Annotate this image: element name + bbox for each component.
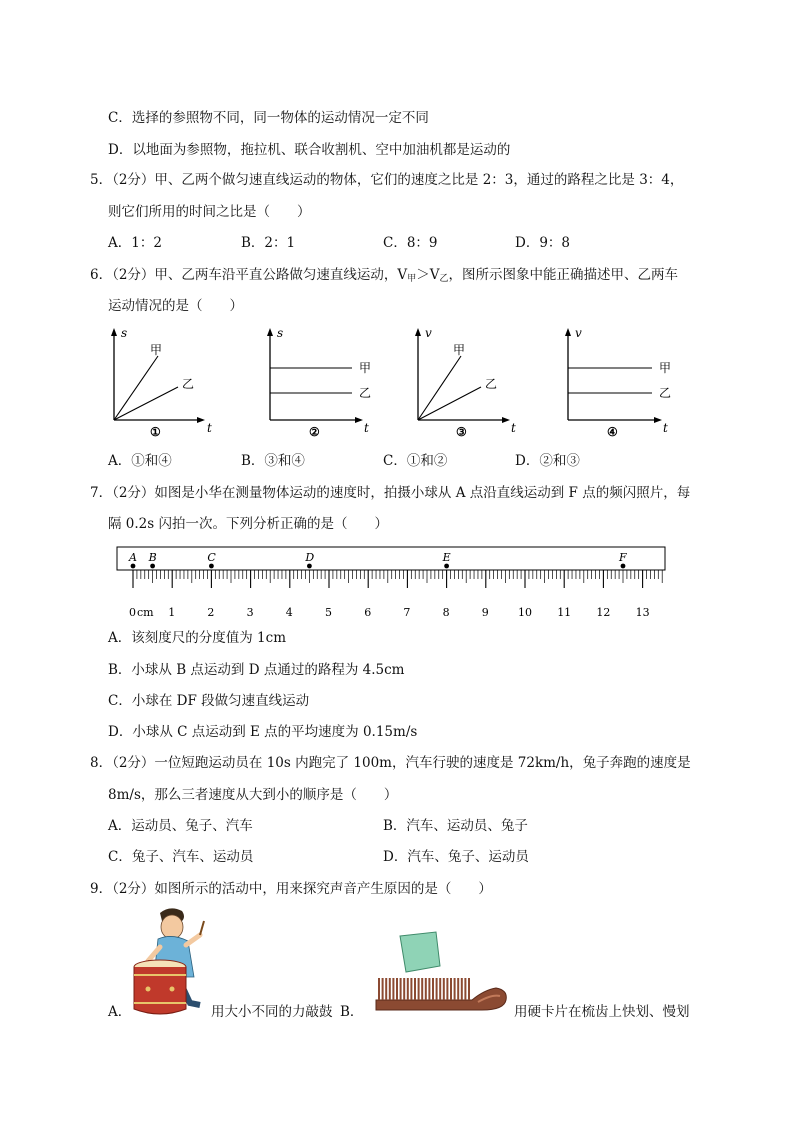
ruler-number: 12 bbox=[596, 606, 611, 619]
point-label-e: E bbox=[442, 551, 451, 564]
q9-option-b-text: 用硬卡片在梳齿上快划、慢划 bbox=[514, 1004, 690, 1020]
graph-4-x-label: t bbox=[663, 421, 668, 435]
q6-gt: ＞V bbox=[416, 267, 440, 283]
point-label-d: D bbox=[305, 551, 315, 564]
graph-4-number: ④ bbox=[607, 425, 618, 439]
comb-tooth bbox=[468, 978, 470, 1000]
comb-tooth bbox=[432, 978, 434, 1000]
graph-3-x-label: t bbox=[511, 421, 516, 435]
comb-tooth bbox=[400, 978, 402, 1000]
ruler-number: 4 bbox=[285, 606, 293, 619]
photo-strip bbox=[117, 547, 665, 570]
graph-4 bbox=[565, 326, 671, 439]
comb-tooth bbox=[464, 978, 466, 1000]
q6-stem-post: ，图所示图象中能正确描述甲、乙两车 bbox=[448, 267, 678, 283]
comb-tooth bbox=[389, 978, 391, 1000]
ruler-number: 6 bbox=[364, 606, 372, 619]
q6-option-d[interactable]: D．②和③ bbox=[515, 453, 580, 469]
q9-option-a-prefix[interactable]: A． bbox=[108, 1004, 132, 1020]
ruler-numbers bbox=[129, 606, 650, 619]
ruler-number: 9 bbox=[481, 606, 489, 619]
graph-2-x-label: t bbox=[364, 421, 369, 435]
q4-option-c: C．选择的参照物不同，同一物体的运动情况一定不同 bbox=[108, 110, 429, 126]
ball-dot bbox=[444, 564, 449, 569]
graph-1-x-label: t bbox=[207, 421, 212, 435]
comb-tooth bbox=[461, 978, 463, 1000]
q8-stem-line1: 8．（2分）一位短跑运动员在 10s 内跑完了 100m，汽车行驶的速度是 72km/h，兔子奔跑的速度是 bbox=[90, 755, 691, 771]
q7-ruler-figure bbox=[0, 540, 794, 620]
q6-option-c[interactable]: C．①和② bbox=[383, 453, 448, 469]
q7-option-a[interactable]: A．该刻度尺的分度值为 1cm bbox=[108, 630, 286, 646]
ball-dot bbox=[307, 564, 312, 569]
graph-1-line-yi: 乙 bbox=[182, 377, 195, 391]
q5-stem-line1: 5．（2分）甲、乙两个做匀速直线运动的物体，它们的速度之比是 2：3，通过的路程之比是 3：4， bbox=[90, 172, 684, 188]
ruler-number: 13 bbox=[635, 606, 650, 619]
graph-1 bbox=[111, 326, 212, 439]
ruler-ticks bbox=[129, 570, 662, 588]
q7-option-c[interactable]: C．小球在 DF 段做匀速直线运动 bbox=[108, 693, 310, 709]
q6-option-b[interactable]: B．③和④ bbox=[241, 453, 305, 469]
graph-3-line-yi: 乙 bbox=[485, 377, 498, 391]
comb-tooth bbox=[396, 978, 398, 1000]
ruler-number: 2 bbox=[207, 606, 215, 619]
graph-1-y-label: s bbox=[121, 326, 128, 340]
graph-3-number: ③ bbox=[456, 425, 467, 439]
q7-option-d[interactable]: D．小球从 C 点运动到 E 点的平均速度为 0.15m/s bbox=[108, 724, 418, 740]
comb-tooth bbox=[425, 978, 427, 1000]
comb-tooth bbox=[418, 978, 420, 1000]
comb-tooth bbox=[439, 978, 441, 1000]
q5-option-d[interactable]: D．9：8 bbox=[515, 235, 571, 251]
q8-option-c[interactable]: C．兔子、汽车、运动员 bbox=[108, 849, 254, 865]
graph-3-y-label: v bbox=[425, 326, 432, 340]
q4-option-d: D．以地面为参照物，拖拉机、联合收割机、空中加油机都是运动的 bbox=[108, 142, 511, 158]
graph-4-y-label: v bbox=[575, 326, 582, 340]
ball-positions bbox=[128, 551, 627, 568]
graph-4-line-jia: 甲 bbox=[659, 361, 672, 375]
comb-tooth bbox=[446, 978, 448, 1000]
q5-option-a[interactable]: A．1：2 bbox=[108, 235, 162, 251]
comb-tooth bbox=[421, 978, 423, 1000]
ruler-number: 3 bbox=[246, 606, 254, 619]
ball-dot bbox=[209, 564, 214, 569]
point-label-a: A bbox=[129, 551, 137, 564]
ruler-number: 7 bbox=[403, 606, 411, 619]
q9-stem: 9．（2分）如图所示的活动中，用来探究声音产生原因的是（ ） bbox=[90, 881, 492, 897]
comb-card-illustration bbox=[372, 930, 512, 1022]
graph-1-number: ① bbox=[150, 425, 161, 439]
q8-option-b[interactable]: B．汽车、运动员、兔子 bbox=[383, 818, 528, 834]
drum-boy-illustration bbox=[130, 905, 210, 1023]
q6-stem-line1 bbox=[90, 266, 678, 288]
q6-graphs bbox=[0, 320, 794, 460]
point-label-b: B bbox=[148, 551, 157, 564]
comb-tooth bbox=[450, 978, 452, 1000]
q6-sub-jia: 甲 bbox=[407, 274, 417, 284]
comb-tooth bbox=[382, 978, 384, 1000]
graph-2-number: ② bbox=[309, 425, 320, 439]
q8-option-d[interactable]: D．汽车、兔子、运动员 bbox=[383, 849, 529, 865]
graph-3-line-jia: 甲 bbox=[453, 343, 466, 357]
point-label-f: F bbox=[619, 551, 627, 564]
q6-stem-line2: 运动情况的是（ ） bbox=[108, 298, 243, 314]
comb-tooth bbox=[407, 978, 409, 1000]
ball-dot bbox=[131, 564, 136, 569]
ruler-unit: cm bbox=[137, 606, 154, 619]
ruler-number: 5 bbox=[325, 606, 332, 619]
comb-tooth bbox=[403, 978, 405, 1000]
graph-2-line-jia: 甲 bbox=[359, 361, 372, 375]
q5-option-b[interactable]: B．2：1 bbox=[241, 235, 296, 251]
q9-option-a-text: 用大小不同的力敲鼓 bbox=[211, 1004, 333, 1020]
ruler-number: 1 bbox=[168, 606, 176, 619]
comb-tooth bbox=[378, 978, 380, 1000]
comb-tooth bbox=[436, 978, 438, 1000]
graph-3 bbox=[415, 326, 516, 439]
comb-tooth bbox=[414, 978, 416, 1000]
q6-option-a[interactable]: A．①和④ bbox=[108, 453, 172, 469]
ruler-number: 8 bbox=[442, 606, 450, 619]
q8-option-a[interactable]: A．运动员、兔子、汽车 bbox=[108, 818, 253, 834]
q6-sub-yi: 乙 bbox=[439, 274, 449, 284]
q5-option-c[interactable]: C．8：9 bbox=[383, 235, 438, 251]
comb-tooth bbox=[410, 978, 412, 1000]
graph-2-line-yi: 乙 bbox=[359, 386, 372, 400]
q5-stem-line2: 则它们所用的时间之比是（ ） bbox=[108, 204, 311, 220]
q7-stem-line1: 7．（2分）如图是小华在测量物体运动的速度时，拍摄小球从 A 点沿直线运动到 F 点的频闪照片，每 bbox=[90, 485, 691, 501]
ball-dot bbox=[150, 564, 155, 569]
q8-stem-line2: 8m/s，那么三者速度从大到小的顺序是（ ） bbox=[108, 787, 398, 803]
graph-1-line-jia: 甲 bbox=[150, 343, 163, 357]
ball-dot bbox=[621, 564, 626, 569]
q7-option-b[interactable]: B．小球从 B 点运动到 D 点通过的路程为 4.5cm bbox=[108, 662, 405, 678]
graph-2 bbox=[267, 326, 371, 439]
comb-tooth bbox=[392, 978, 394, 1000]
ruler-number: 11 bbox=[557, 606, 572, 619]
q7-stem-line2: 隔 0.2s 闪拍一次。下列分析正确的是（ ） bbox=[108, 516, 388, 532]
graph-4-line-yi: 乙 bbox=[659, 386, 672, 400]
comb-tooth bbox=[385, 978, 387, 1000]
ruler-number: 0 bbox=[129, 606, 136, 619]
q6-stem-pre: 6．（2分）甲、乙两车沿平直公路做匀速直线运动，V bbox=[90, 267, 408, 283]
point-label-c: C bbox=[207, 551, 216, 564]
comb-tooth bbox=[454, 978, 456, 1000]
comb-tooth bbox=[428, 978, 430, 1000]
comb-tooth bbox=[457, 978, 459, 1000]
q9-option-b-prefix[interactable]: B． bbox=[340, 1004, 364, 1020]
comb-tooth bbox=[443, 978, 445, 1000]
graph-2-y-label: s bbox=[277, 326, 284, 340]
ruler-number: 10 bbox=[518, 606, 532, 619]
comb-teeth bbox=[378, 978, 470, 1000]
